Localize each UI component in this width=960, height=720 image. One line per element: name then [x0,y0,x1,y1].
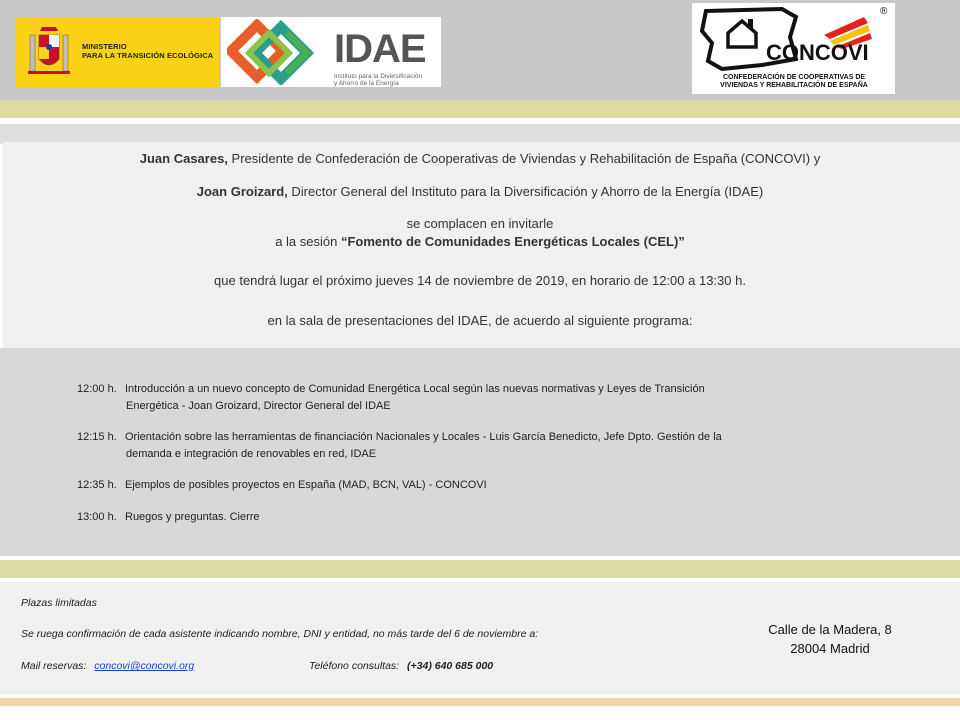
program-text-cont: demanda e integración de renovables en red, IDAE [126,448,377,460]
program-item [77,429,807,463]
white-divider [0,118,960,122]
ministerio-logo [16,17,220,87]
program-time: 12:15 h. [77,431,117,443]
host-2-title: Director General del Instituto para la Diversificación y Ahorro de la Energía (IDAE) [287,184,764,199]
session-title: “Fomento de Comunidades Energéticas Locales (CEL)” [340,234,685,249]
idae-subtitle-line: y Ahorro de la Energía [334,80,399,87]
program-time: 12:00 h. [77,383,117,395]
invitation-host-2 [0,184,960,199]
address-street: Calle de la Madera, 8 [768,622,892,637]
concovi-logo [692,3,895,94]
address [730,620,930,658]
program-item [77,509,807,526]
rsvp-note: Se ruega confirmación de cada asistente indicando nombre, DNI y entidad, no más tarde del 6 de noviembre a: [21,628,539,640]
program-text-cont: Energética - Joan Groizard, Director General del IDAE [126,400,391,412]
program-time: 13:00 h. [77,511,117,523]
coat-of-arms-icon [26,25,72,79]
bottom-stripe [0,698,960,706]
olive-divider [0,100,960,118]
olive-divider [0,560,960,578]
host-1-name: Juan Casares, [139,151,228,166]
program-text: Ruegos y preguntas. Cierre [125,511,260,523]
venue-line: en la sala de presentaciones del IDAE, de acuerdo al siguiente programa: [267,313,693,328]
invitation-host-1 [0,151,960,166]
phone-label: Teléfono consultas: [309,660,400,672]
session-title-line [0,234,960,249]
concovi-name: CONCOVI [766,40,869,65]
session-prefix: a la sesión [275,234,341,249]
concovi-subtitle-line: VIVIENDAS Y REHABILITACIÓN DE ESPAÑA [720,82,868,89]
invitation-line: se complacen en invitarle [406,216,554,231]
phone-contact [309,660,493,672]
ministerio-line: PARA LA TRANSICIÓN ECOLÓGICA [82,51,214,60]
program-text: Introducción a un nuevo concepto de Comunidad Energética Local según las nuevas normativas y Leyes de Transición [125,383,705,395]
bottom-margin [0,706,960,720]
phone-number: (+34) 640 685 000 [407,660,494,672]
program-text: Ejemplos de posibles proyectos en España (MAD, BCN, VAL) - CONCOVI [125,479,487,491]
invite-panel-top [0,124,960,144]
program-item [77,477,807,494]
program-text: Orientación sobre las herramientas de financiación Nacionales y Locales - Luis García Benedicto, Jefe Dpto. Gestión de la [125,431,722,443]
concovi-subtitle-line: CONFEDERACIÓN DE COOPERATIVAS DE [722,74,866,81]
idae-subtitle-line: Instituto para la Diversificación [334,73,423,80]
date-line: que tendrá lugar el próximo jueves 14 de noviembre de 2019, en horario de 12:00 a 13:30 h. [214,273,746,288]
email-link[interactable]: concovi@concovi.org [94,660,195,672]
limited-seats-note: Plazas limitadas [21,597,97,609]
address-city: 28004 Madrid [790,641,870,656]
mail-label: Mail reservas: [21,660,87,672]
idae-logo [221,17,441,87]
idae-knot-icon [227,19,327,85]
host-1-title: Presidente de Confederación de Cooperativas de Viviendas y Rehabilitación de España (CONCOVI) y [227,151,821,166]
mail-reservas [21,660,194,672]
program-time: 12:35 h. [77,479,117,491]
registered-mark: ® [880,6,888,17]
program-item [77,381,807,415]
host-2-name: Joan Groizard, [196,184,288,199]
ministerio-line: MINISTERIO [82,42,127,51]
idae-name: IDAE [334,27,426,71]
